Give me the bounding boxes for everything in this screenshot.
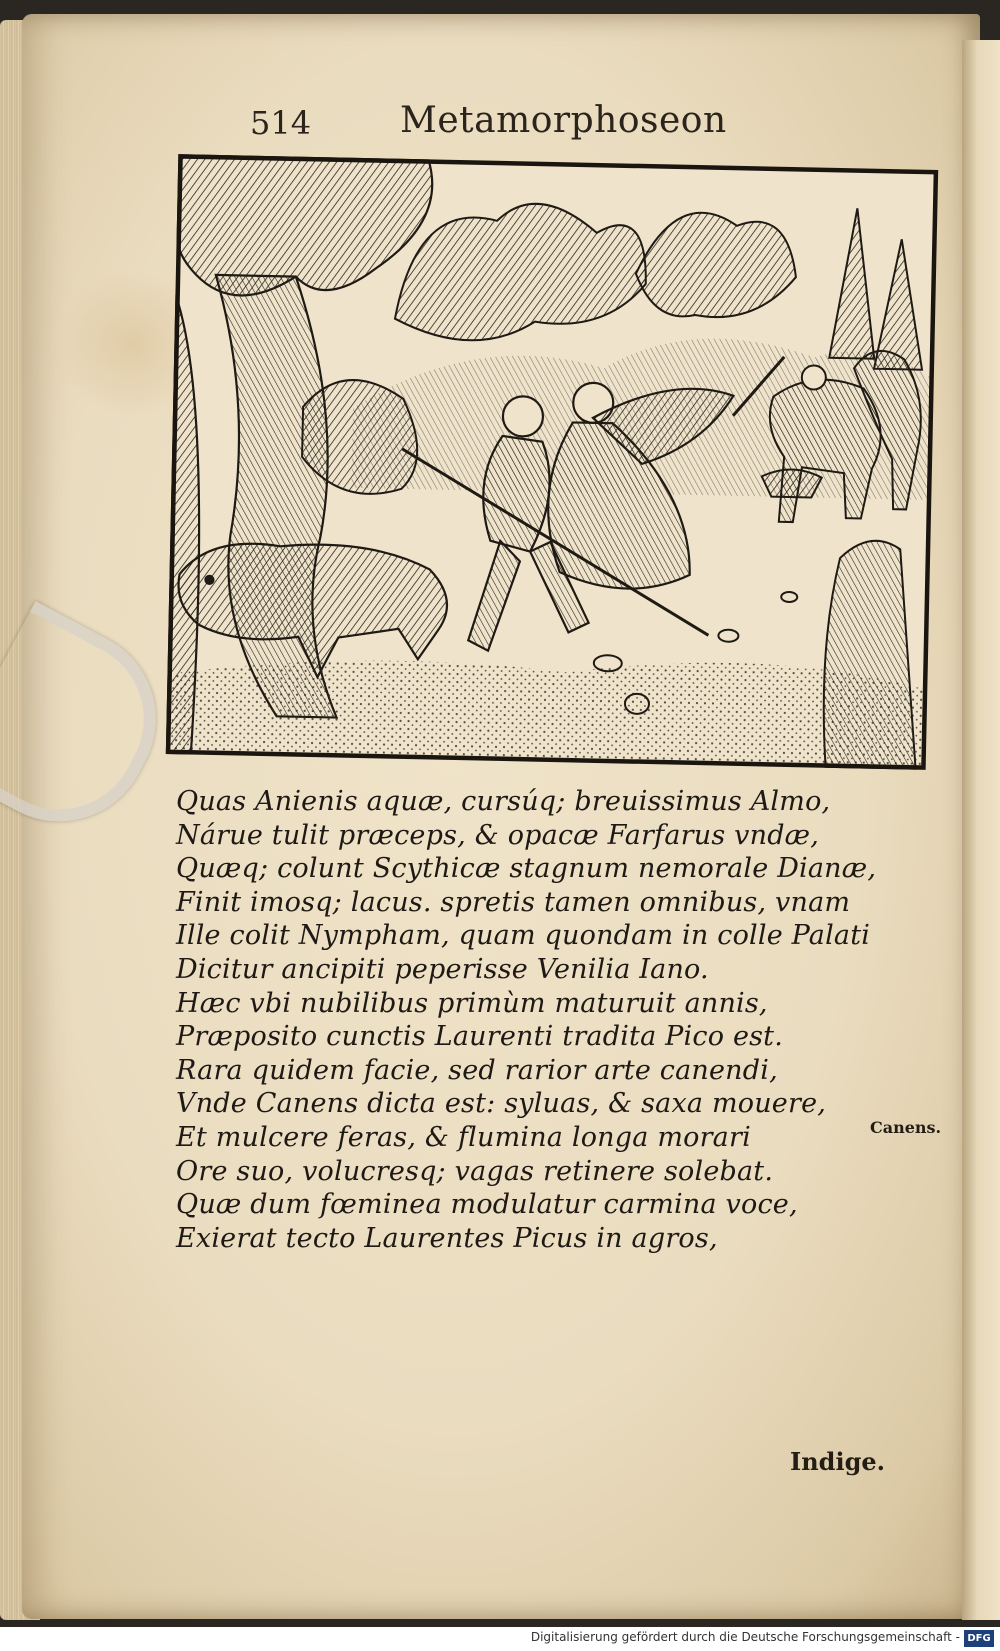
verse-line: Ille colit Nympham, quam quondam in colle Palati [176,920,871,952]
running-title: Metamorphoseon [400,100,727,141]
verse-line: Dicitur ancipiti peperisse Venilia Iano. [176,953,709,985]
running-head [250,100,730,150]
verse-line: Rara quidem facie, sed rarior arte canendi, [176,1054,778,1086]
verse-line: Exierat tecto Laurentes Picus in agros, [176,1222,718,1254]
verse-line: Et mulcere feras, & flumina longa morari [176,1121,751,1153]
verse-line: Quæ dum fœminea modulatur carmina voce, [176,1189,798,1221]
woodcut-illustration [166,154,938,770]
verse-line: Quas Anienis aquæ, cursúq; breuissimus Almo, [176,786,831,817]
verse-line: Hæc vbi nubilibus primùm maturuit annis, [176,987,768,1019]
verse-line: Quæq; colunt Scythicæ stagnum nemorale Dianæ, [176,853,877,885]
dfg-logo: DFG [964,1630,994,1647]
page-number: 514 [250,104,312,142]
catchword: Indige. [790,1447,885,1476]
verse-line: Nárue tulit præceps, & opacæ Farfarus vndæ, [176,819,820,851]
verse-line: Vnde Canens dicta est: syluas, & saxa mouere, [176,1088,827,1120]
footer-bar [0,1627,1000,1651]
facing-page-edge [962,40,1000,1620]
verse-line: Præposito cunctis Laurenti tradita Pico est. [176,1021,784,1053]
funding-credit: Digitalisierung gefördert durch die Deutsche Forschungsgemeinschaft - [530,1630,960,1644]
marginal-note-canens: Canens. [870,1118,942,1137]
poem-verses [176,785,877,1255]
verse-line: Finit imosq; lacus. spretis tamen omnibus, vnam [176,886,851,918]
verse-line: Ore suo, volucresq; vagas retinere solebat. [176,1155,774,1187]
